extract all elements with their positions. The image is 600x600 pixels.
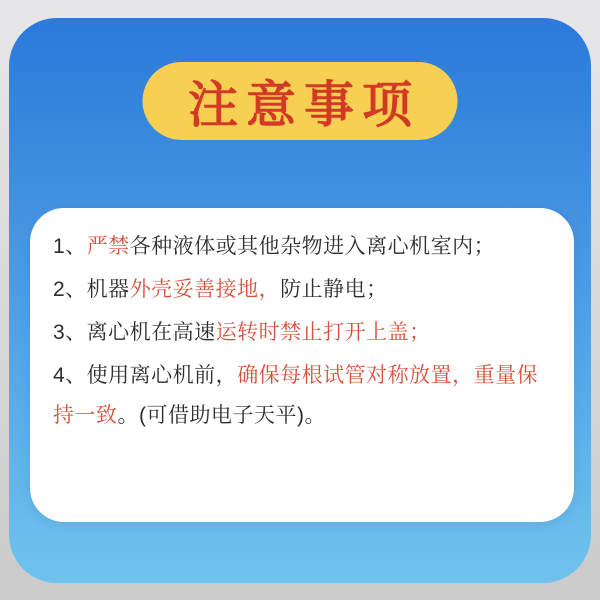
notice-item bbox=[53, 227, 554, 267]
notice-item bbox=[53, 270, 554, 310]
text-segment: 。(可借助电子天平)。 bbox=[117, 404, 326, 427]
text-segment: 防止静电； bbox=[280, 278, 388, 301]
notice-item bbox=[53, 313, 554, 353]
text-segment: 运转时禁止打开上盖； bbox=[215, 321, 431, 344]
text-segment: 外壳妥善接地， bbox=[129, 278, 281, 301]
notice-item bbox=[53, 356, 554, 436]
notice-list bbox=[53, 227, 554, 436]
text-segment: 4、使用离心机前， bbox=[53, 364, 238, 387]
text-segment: 3、离心机在高速 bbox=[53, 321, 216, 344]
blue-background-panel bbox=[9, 18, 591, 583]
notice-card bbox=[30, 208, 574, 522]
title-badge bbox=[143, 62, 458, 140]
text-segment: 2、机器 bbox=[53, 278, 130, 301]
text-segment: 严禁 bbox=[86, 235, 130, 258]
page-title: 注意事项 bbox=[188, 77, 420, 133]
text-segment: 确保每根试管对称放置，重量保持一致 bbox=[53, 364, 539, 427]
text-segment: 各种液体或其他杂物进入离心机室内； bbox=[129, 235, 496, 258]
text-segment: 1、 bbox=[53, 235, 87, 258]
